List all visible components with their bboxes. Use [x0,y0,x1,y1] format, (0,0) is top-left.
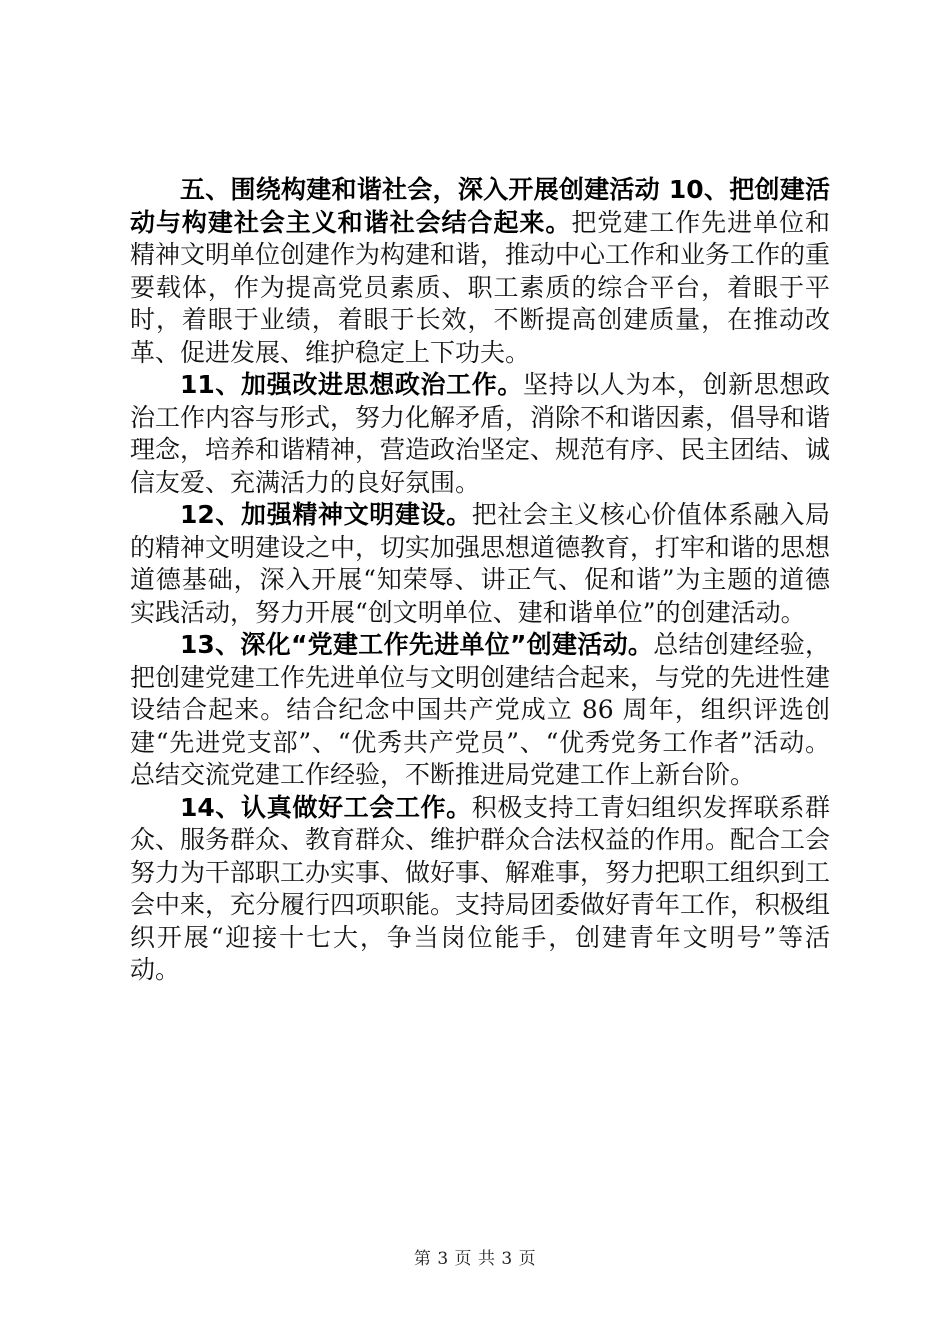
paragraph-heading: 13、深化“党建工作先进单位”创建活动。 [180,630,654,659]
paragraph-14 [130,792,830,987]
paragraph-text: 把党建工作先进单位和精神文明单位创建作为构建和谐，推动中心工作和业务工作的重要载体，作为提高党员素质、职工素质的综合平台，着眼于平时，着眼于业绩，着眼于长效，不断提高创建质量，在推动改革、促进发展、维护稳定上下功夫。 [130,207,831,367]
paragraph-5-10 [130,174,830,369]
paragraph-text: 把社会主义核心价值体系融入局的精神文明建设之中，切实加强思想道德教育，打牢和谐的思想道德基础，深入开展“知荣辱、讲正气、促和谐”为主题的道德实践活动，努力开展“创文明单位、建和谐单位”的创建活动。 [130,500,831,627]
document-body [130,174,830,987]
paragraph-heading: 11、加强改进思想政治工作。 [180,370,524,399]
paragraph-heading: 14、认真做好工会工作。 [180,792,472,822]
paragraph-text: 坚持以人为本，创新思想政治工作内容与形式，努力化解矛盾，消除不和谐因素，倡导和谐理念，培养和谐精神，营造政治坚定、规范有序、民主团结、诚信友爱、充满活力的良好氛围。 [130,370,831,497]
paragraph-13 [130,629,830,792]
paragraph-heading: 五、围绕构建和谐社会，深入开展创建活动 10、把创建活动与构建社会主义和谐社会结合起来。 [130,175,830,237]
page-number-footer: 第 3 页 共 3 页 [413,1249,537,1269]
paragraph-12 [130,499,830,629]
paragraph-heading: 12、加强精神文明建设。 [180,500,472,529]
paragraph-text: 总结创建经验，把创建党建工作先进单位与文明创建结合起来，与党的先进性建设结合起来。结合纪念中国共产党成立 86 周年，组织评选创建“先进党支部”、“优秀共产党员”、“优秀党务工作者”活动。总结交流党建工作经验，不断推进局党建工作上新台阶。 [130,630,831,789]
paragraph-11 [130,369,830,499]
paragraph-text: 积极支持工青妇组织发挥联系群众、服务群众、教育群众、维护群众合法权益的作用。配合工会努力为干部职工办实事、做好事、解难事，努力把职工组织到工会中来，充分履行四项职能。支持局团委做好青年工作，积极组织开展“迎接十七大，争当岗位能手，创建青年文明号”等活动。 [130,792,831,984]
